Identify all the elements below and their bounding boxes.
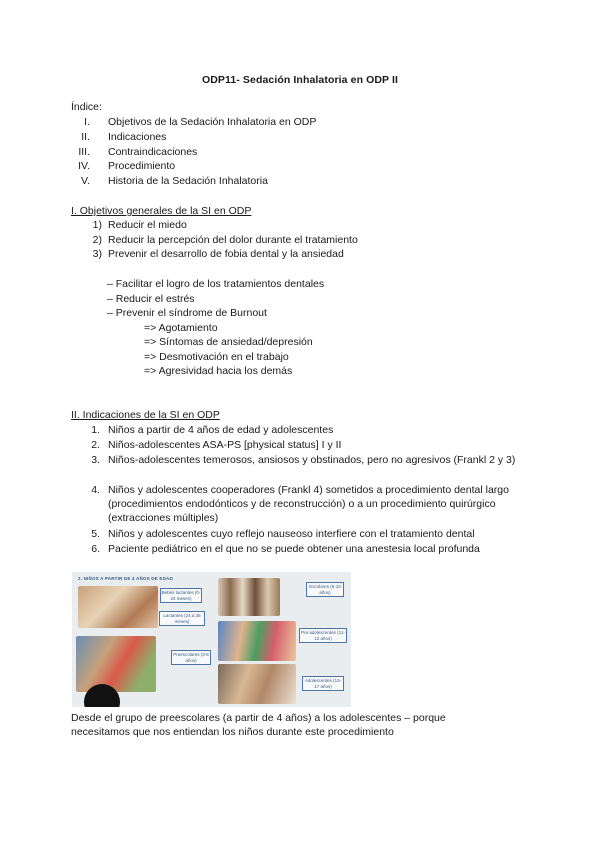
slide-label: Lactantes (24 a 36 meses) [159,611,205,626]
document-page: ODP11- Sedación Inhalatoria en ODP II Índice: I. Objetivos de la Sedación Inhalatoria en ODP II. Indicaciones III. Contraindicaciones IV. Procedimiento V. Historia de la Sedación Inhalatoria I. Objetivos generales de la SI en ODP 1) Reducir el miedo 2) Reducir la percepción del dolor durante el tratamiento 3) Prevenir el desarrollo de fobia dental y la ansiedad – Facilitar el logro de los tratamientos dentales – Reducir el estrés – Prevenir el síndrome de Burnout => Agotamiento => Síntomas de ansiedad/depresión => Desmotivación en el trabajo => Agresividad hacia los demás II. Indicaciones de la SI en ODP 1. Niños a partir de 4 años de edad y adolescentes 2. Niños-adolescentes ASA-PS [physical status] I y II 3. Niños-adolescentes temerosos, ansiosos y obstinados, pero no agresivos (Frankl 2 y 3) 4. Niños y adolescentes cooperadores (Frankl 4) sometidos a procedimiento dental largo (procedimientos endodónticos y de reconstrucción) o a un procedimiento quirúrgico (extracciones múltiples) 5. Niños y adolescentes cuyo reflejo nauseoso interfiere con el tratamiento dental 6. Paciente pediátrico en el que no se puede obtener una anestesia local profunda 2. NIÑOS A PARTIR DE 4 AÑOS DE EDAD Bebés lactantes (0-24 meses) Lactantes (24 a 36 meses) Preescolares (3-5 años) Escolares (6-10 años) Pre adolescentes (11-12 años) Adolescentes (13-17 años) Desde el grupo de preescolares (a partir de 4 años) a los adolescentes – porque necesitamos que nos entiendan los niños durante este procedimiento [0,0,600,848]
slide-heading: 2. NIÑOS A PARTIR DE 4 AÑOS DE EDAD [78,576,173,581]
slide-label: Bebés lactantes (0-24 meses) [160,588,202,603]
slide-label: Pre adolescentes (11-12 años) [299,628,347,643]
teens-photo [218,664,296,704]
arrow-item: => Agotamiento [144,322,218,334]
school-kids-photo [218,578,280,616]
index-label: Índice: [71,101,102,113]
dash-item: – Facilitar el logro de los tratamientos dentales [107,278,325,290]
slide-label: Adolescentes (13-17 años) [302,676,344,691]
babies-photo [78,586,158,628]
arrow-item: => Desmotivación en el trabajo [144,351,289,363]
slide-label: Escolares (6-10 años) [306,582,344,597]
preschoolers-photo [76,636,156,692]
slide-label: Preescolares (3-5 años) [171,650,211,665]
dash-item: – Prevenir el síndrome de Burnout [107,307,267,319]
caption: Desde el grupo de preescolares (a partir de 4 años) a los adolescentes – porque necesitamos que nos entiendan los niños durante este procedimiento [71,712,446,738]
document-title: ODP11- Sedación Inhalatoria en ODP II [201,74,399,86]
indications-heading: II. Indicaciones de la SI en ODP [71,409,220,421]
slide-photo [72,572,351,707]
arrow-item: => Agresividad hacia los demás [144,365,293,377]
arrow-item: => Síntomas de ansiedad/depresión [144,336,313,348]
dash-item: – Reducir el estrés [107,293,195,305]
preteens-photo [218,621,296,661]
objectives-heading: I. Objetivos generales de la SI en ODP [71,205,252,217]
